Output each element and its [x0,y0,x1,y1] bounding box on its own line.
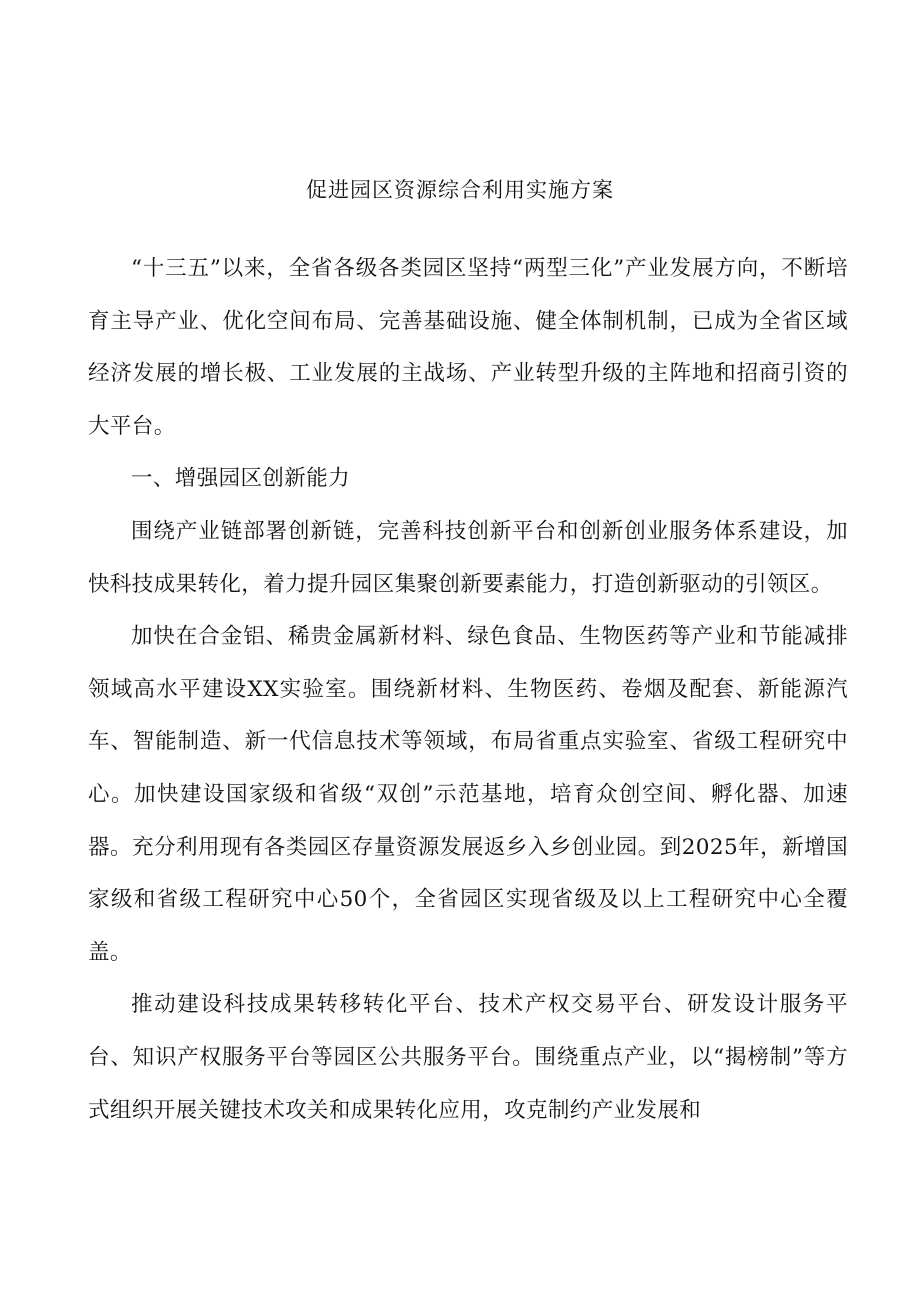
document-body [88,243,848,1137]
section-1-heading: 一、增强园区创新能力 [131,466,351,492]
document-title: 促进园区资源综合利用实施方案 [306,178,614,202]
intro-paragraph: “十三五”以来，全省各级各类园区坚持“两型三化”产业发展方向，不断培育主导产业、优化空间布局、完善基础设施、健全体制机制，已成为全省区域经济发展的增长极、工业发展的主战场、产业转型升级的主阵地和招商引资的大平台。 [88,256,848,439]
section-1-paragraph-3: 推动建设科技成果转移转化平台、技术产权交易平台、研发设计服务平台、知识产权服务平台等园区公共服务平台。围绕重点产业，以“揭榜制”等方式组织开展关键技术攻关和成果转化应用，攻克制约产业发展和 [88,992,848,1123]
section-1-paragraph-1: 围绕产业链部署创新链，完善科技创新平台和创新创业服务体系建设，加快科技成果转化，着力提升园区集聚创新要素能力，打造创新驱动的引领区。 [88,518,848,597]
section-1-paragraph-2: 加快在合金铝、稀贵金属新材料、绿色食品、生物医药等产业和节能减排领域高水平建设XX实验室。围绕新材料、生物医药、卷烟及配套、新能源汽车、智能制造、新一代信息技术等领域，布局省重点实验室、省级工程研究中心。加快建设国家级和省级“双创”示范基地，培育众创空间、孵化器、加速器。充分利用现有各类园区存量资源发展返乡入乡创业园。到2025年，新增国家级和省级工程研究中心50个，全省园区实现省级及以上工程研究中心全覆盖。 [88,624,848,965]
